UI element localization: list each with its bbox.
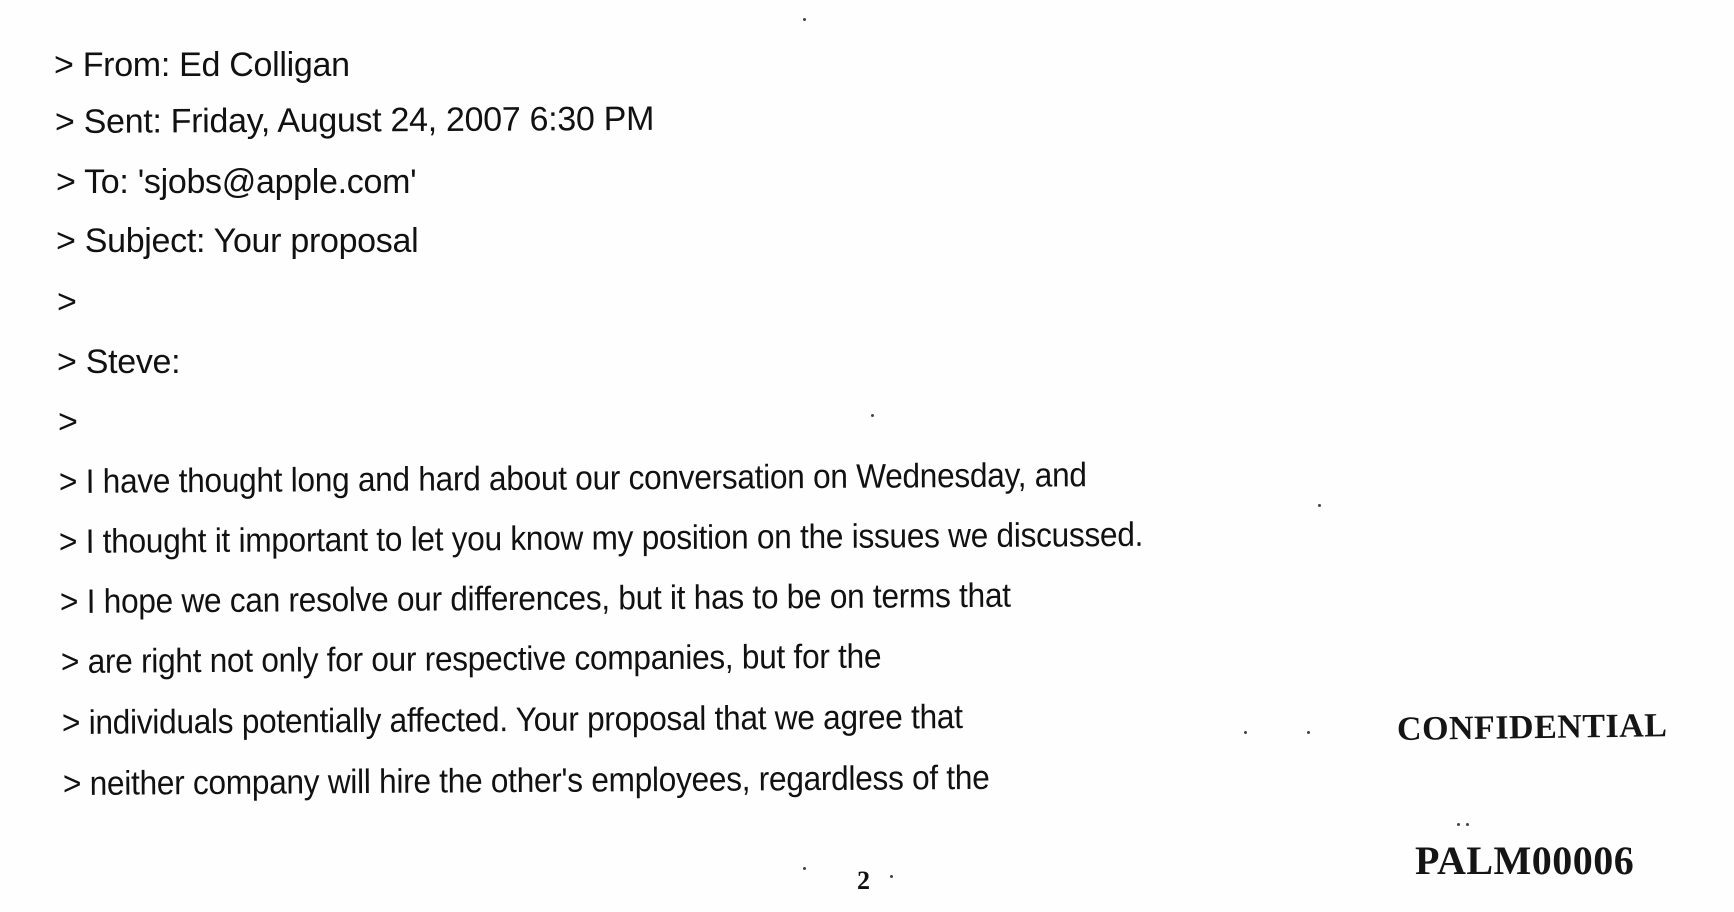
email-body-line: > neither company will hire the other's employees, regardless of the — [62, 758, 990, 803]
quote-blank-line: > — [58, 403, 78, 441]
email-body-line: > I hope we can resolve our differences, but it has to be on terms that — [59, 576, 1011, 621]
scan-speck — [1307, 731, 1310, 734]
scan-speck — [871, 414, 874, 417]
scan-speck — [890, 875, 893, 878]
quote-blank-line: > — [57, 283, 77, 321]
email-body-line: > I thought it important to let you know my position on the issues we discussed. — [58, 515, 1144, 561]
email-from-line: > From: Ed Colligan — [54, 46, 350, 84]
scan-speck — [1318, 504, 1321, 507]
scan-speck — [1457, 823, 1460, 826]
email-sent-line: > Sent: Friday, August 24, 2007 6:30 PM — [54, 99, 655, 141]
email-subject-line: > Subject: Your proposal — [56, 222, 419, 260]
email-body-line: > I have thought long and hard about our conversation on Wednesday, and — [58, 456, 1087, 501]
scan-speck — [803, 867, 806, 870]
email-to-line: > To: 'sjobs@apple.com' — [56, 163, 417, 201]
scan-speck — [1244, 731, 1247, 734]
page-number: 2 — [857, 866, 870, 895]
confidential-stamp: CONFIDENTIAL — [1396, 707, 1668, 748]
bates-number-stamp: PALM00006 — [1415, 838, 1635, 883]
scan-speck — [803, 18, 806, 21]
email-body-line: > individuals potentially affected. Your proposal that we agree that — [61, 698, 963, 742]
email-body-line: > are right not only for our respective companies, but for the — [60, 637, 882, 681]
email-salutation-line: > Steve: — [57, 343, 181, 381]
scan-speck — [1466, 823, 1469, 826]
